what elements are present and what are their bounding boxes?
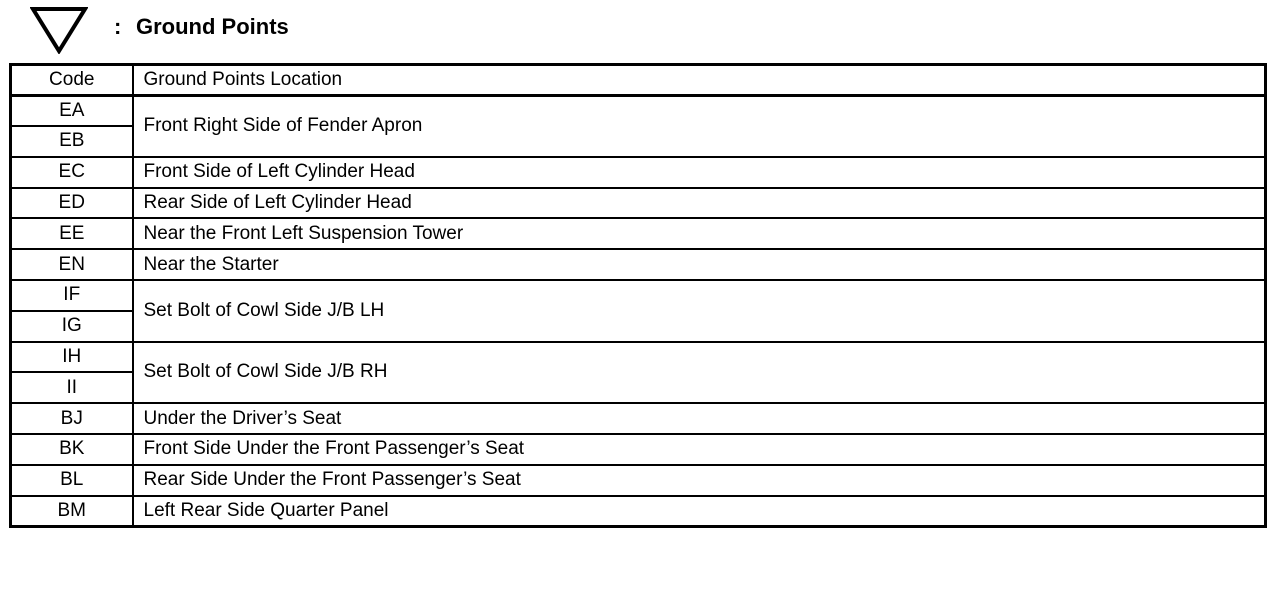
table-header-row — [11, 65, 1266, 96]
table-row — [11, 342, 1266, 373]
ground-location-cell: Rear Side of Left Cylinder Head — [133, 188, 1266, 219]
ground-code-cell: BL — [11, 465, 133, 496]
ground-location-cell: Set Bolt of Cowl Side J/B LH — [133, 280, 1266, 342]
table-row — [11, 280, 1266, 311]
ground-points-table — [9, 63, 1267, 528]
table-row — [11, 218, 1266, 249]
ground-code-cell: BJ — [11, 403, 133, 434]
table-row — [11, 249, 1266, 280]
ground-triangle-icon — [30, 6, 88, 54]
ground-code-cell: ED — [11, 188, 133, 219]
ground-code-cell: EA — [11, 95, 133, 126]
ground-code-cell: BK — [11, 434, 133, 465]
column-header-code: Code — [11, 65, 133, 96]
table-row — [11, 188, 1266, 219]
ground-code-cell: IH — [11, 342, 133, 373]
ground-location-cell: Left Rear Side Quarter Panel — [133, 496, 1266, 527]
ground-location-cell: Set Bolt of Cowl Side J/B RH — [133, 342, 1266, 404]
table-body — [11, 95, 1266, 526]
ground-points-header — [30, 6, 630, 56]
table-row — [11, 465, 1266, 496]
column-header-location: Ground Points Location — [133, 65, 1266, 96]
ground-location-cell: Near the Starter — [133, 249, 1266, 280]
ground-location-cell: Under the Driver’s Seat — [133, 403, 1266, 434]
ground-code-cell: EN — [11, 249, 133, 280]
table-row — [11, 434, 1266, 465]
ground-code-cell: EE — [11, 218, 133, 249]
table-row — [11, 403, 1266, 434]
page-title: Ground Points — [136, 14, 289, 39]
ground-code-cell: IF — [11, 280, 133, 311]
ground-location-cell: Front Side Under the Front Passenger’s Seat — [133, 434, 1266, 465]
ground-code-cell: EC — [11, 157, 133, 188]
ground-code-cell: II — [11, 372, 133, 403]
table-row — [11, 95, 1266, 126]
ground-code-cell: IG — [11, 311, 133, 342]
table-row — [11, 157, 1266, 188]
header-colon: : — [114, 14, 122, 39]
ground-location-cell: Front Right Side of Fender Apron — [133, 95, 1266, 157]
ground-location-cell: Rear Side Under the Front Passenger’s Seat — [133, 465, 1266, 496]
ground-location-cell: Near the Front Left Suspension Tower — [133, 218, 1266, 249]
ground-code-cell: EB — [11, 126, 133, 157]
table-row — [11, 496, 1266, 527]
ground-code-cell: BM — [11, 496, 133, 527]
ground-location-cell: Front Side of Left Cylinder Head — [133, 157, 1266, 188]
